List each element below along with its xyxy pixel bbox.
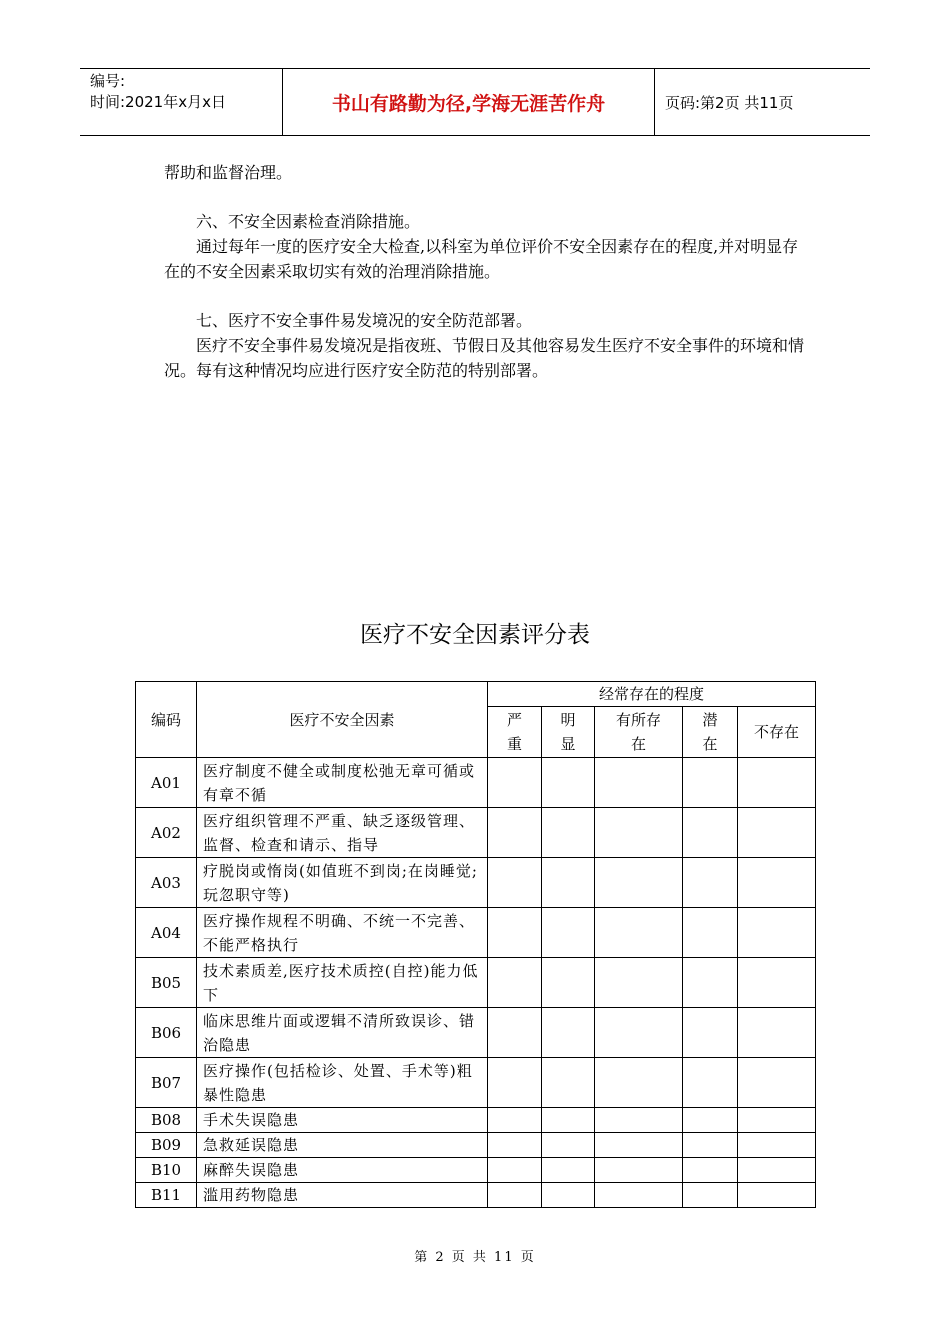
score-cell-none[interactable] — [738, 858, 816, 908]
body-text — [164, 160, 804, 383]
score-table-body — [136, 758, 816, 1208]
row-code: B11 — [136, 1183, 197, 1208]
row-code: B08 — [136, 1108, 197, 1133]
score-cell-potential[interactable] — [683, 1008, 738, 1058]
section-6-paragraph: 通过每年一度的医疗安全大检查,以科室为单位评价不安全因素存在的程度,并对明显存在的不安全因素采取切实有效的治理消除措施。 — [164, 237, 799, 281]
score-cell-potential[interactable] — [683, 958, 738, 1008]
score-cell-none[interactable] — [738, 1158, 816, 1183]
row-factor: 手术失误隐患 — [197, 1108, 488, 1133]
score-cell-obvious[interactable] — [542, 1108, 595, 1133]
date-label: 时间:2021年x月x日 — [90, 93, 226, 111]
table-row — [136, 808, 816, 858]
score-cell-severe[interactable] — [488, 1183, 542, 1208]
header-somewhat: 有所存在 — [595, 707, 683, 758]
row-factor: 急救延误隐患 — [197, 1133, 488, 1158]
row-factor: 滥用药物隐患 — [197, 1183, 488, 1208]
score-cell-obvious[interactable] — [542, 1133, 595, 1158]
score-cell-obvious[interactable] — [542, 858, 595, 908]
table-row — [136, 758, 816, 808]
score-cell-somewhat[interactable] — [595, 1058, 683, 1108]
row-code: A02 — [136, 808, 197, 858]
score-cell-obvious[interactable] — [542, 1008, 595, 1058]
section-6-heading: 六、不安全因素检查消除措施。 — [196, 212, 421, 231]
score-cell-somewhat[interactable] — [595, 1133, 683, 1158]
section-7-heading: 七、医疗不安全事件易发境况的安全防范部署。 — [196, 311, 533, 330]
header-none: 不存在 — [738, 707, 816, 758]
score-cell-potential[interactable] — [683, 908, 738, 958]
row-code: B10 — [136, 1158, 197, 1183]
score-cell-none[interactable] — [738, 1133, 816, 1158]
score-cell-none[interactable] — [738, 908, 816, 958]
score-cell-potential[interactable] — [683, 1158, 738, 1183]
score-cell-potential[interactable] — [683, 1183, 738, 1208]
score-cell-severe[interactable] — [488, 1133, 542, 1158]
score-cell-somewhat[interactable] — [595, 1183, 683, 1208]
score-cell-none[interactable] — [738, 1183, 816, 1208]
score-cell-potential[interactable] — [683, 808, 738, 858]
table-row — [136, 1183, 816, 1208]
header-code: 编码 — [136, 682, 197, 758]
header-severe: 严重 — [488, 707, 542, 758]
score-table — [135, 681, 816, 1208]
page-footer: 第 2 页 共 11 页 — [414, 1250, 536, 1265]
section-7-paragraph: 医疗不安全事件易发境况是指夜班、节假日及其他容易发生医疗不安全事件的环境和情况。每有这种情况均应进行医疗安全防范的特别部署。 — [164, 336, 805, 380]
row-code: B06 — [136, 1008, 197, 1058]
score-cell-potential[interactable] — [683, 1058, 738, 1108]
score-cell-obvious[interactable] — [542, 958, 595, 1008]
score-cell-severe[interactable] — [488, 958, 542, 1008]
score-cell-obvious[interactable] — [542, 1058, 595, 1108]
header-factor: 医疗不安全因素 — [197, 682, 488, 758]
score-cell-somewhat[interactable] — [595, 958, 683, 1008]
row-factor: 疗脱岗或惰岗(如值班不到岗;在岗睡觉;玩忽职守等) — [197, 858, 488, 908]
score-cell-severe[interactable] — [488, 1058, 542, 1108]
score-cell-obvious[interactable] — [542, 908, 595, 958]
score-cell-severe[interactable] — [488, 1158, 542, 1183]
header-obvious: 明显 — [542, 707, 595, 758]
table-row — [136, 1158, 816, 1183]
score-cell-potential[interactable] — [683, 858, 738, 908]
header-meta — [80, 69, 283, 135]
score-cell-potential[interactable] — [683, 1133, 738, 1158]
score-cell-none[interactable] — [738, 1108, 816, 1133]
table-row — [136, 1058, 816, 1108]
score-cell-severe[interactable] — [488, 908, 542, 958]
row-code: A01 — [136, 758, 197, 808]
header-page-info: 页码:第2页 共11页 — [665, 93, 794, 112]
row-factor: 医疗操作规程不明确、不统一不完善、不能严格执行 — [197, 908, 488, 958]
score-cell-none[interactable] — [738, 1058, 816, 1108]
score-cell-severe[interactable] — [488, 1108, 542, 1133]
score-cell-potential[interactable] — [683, 1108, 738, 1133]
table-row — [136, 1108, 816, 1133]
score-cell-obvious[interactable] — [542, 1158, 595, 1183]
score-cell-severe[interactable] — [488, 858, 542, 908]
row-factor: 麻醉失误隐患 — [197, 1158, 488, 1183]
table-row — [136, 858, 816, 908]
score-cell-none[interactable] — [738, 1008, 816, 1058]
paragraph-1: 帮助和监督治理。 — [164, 163, 293, 182]
score-cell-none[interactable] — [738, 758, 816, 808]
header-potential: 潜在 — [683, 707, 738, 758]
score-cell-obvious[interactable] — [542, 758, 595, 808]
score-cell-potential[interactable] — [683, 758, 738, 808]
score-cell-none[interactable] — [738, 958, 816, 1008]
row-code: B09 — [136, 1133, 197, 1158]
score-cell-somewhat[interactable] — [595, 858, 683, 908]
row-code: A03 — [136, 858, 197, 908]
row-factor: 医疗组织管理不严重、缺乏逐级管理、监督、检查和请示、指导 — [197, 808, 488, 858]
score-cell-severe[interactable] — [488, 808, 542, 858]
header-motto: 书山有路勤为径,学海无涯苦作舟 — [283, 69, 655, 135]
row-code: B07 — [136, 1058, 197, 1108]
score-cell-somewhat[interactable] — [595, 1158, 683, 1183]
score-cell-somewhat[interactable] — [595, 1008, 683, 1058]
score-cell-somewhat[interactable] — [595, 808, 683, 858]
score-cell-somewhat[interactable] — [595, 1108, 683, 1133]
row-code: B05 — [136, 958, 197, 1008]
score-cell-obvious[interactable] — [542, 808, 595, 858]
row-code: A04 — [136, 908, 197, 958]
row-factor: 医疗制度不健全或制度松弛无章可循或有章不循 — [197, 758, 488, 808]
page-header — [80, 68, 870, 136]
row-factor: 技术素质差,医疗技术质控(自控)能力低下 — [197, 958, 488, 1008]
score-cell-severe[interactable] — [488, 1008, 542, 1058]
table-row — [136, 958, 816, 1008]
score-cell-somewhat[interactable] — [595, 758, 683, 808]
header-degree: 经常存在的程度 — [488, 682, 816, 707]
score-cell-none[interactable] — [738, 808, 816, 858]
score-cell-somewhat[interactable] — [595, 908, 683, 958]
score-cell-severe[interactable] — [488, 758, 542, 808]
table-title: 医疗不安全因素评分表 — [360, 622, 590, 648]
table-row — [136, 1133, 816, 1158]
table-row — [136, 908, 816, 958]
row-factor: 临床思维片面或逻辑不清所致误诊、错治隐患 — [197, 1008, 488, 1058]
row-factor: 医疗操作(包括检诊、处置、手术等)粗暴性隐患 — [197, 1058, 488, 1108]
table-row — [136, 1008, 816, 1058]
score-cell-obvious[interactable] — [542, 1183, 595, 1208]
code-label: 编号: — [90, 72, 126, 90]
